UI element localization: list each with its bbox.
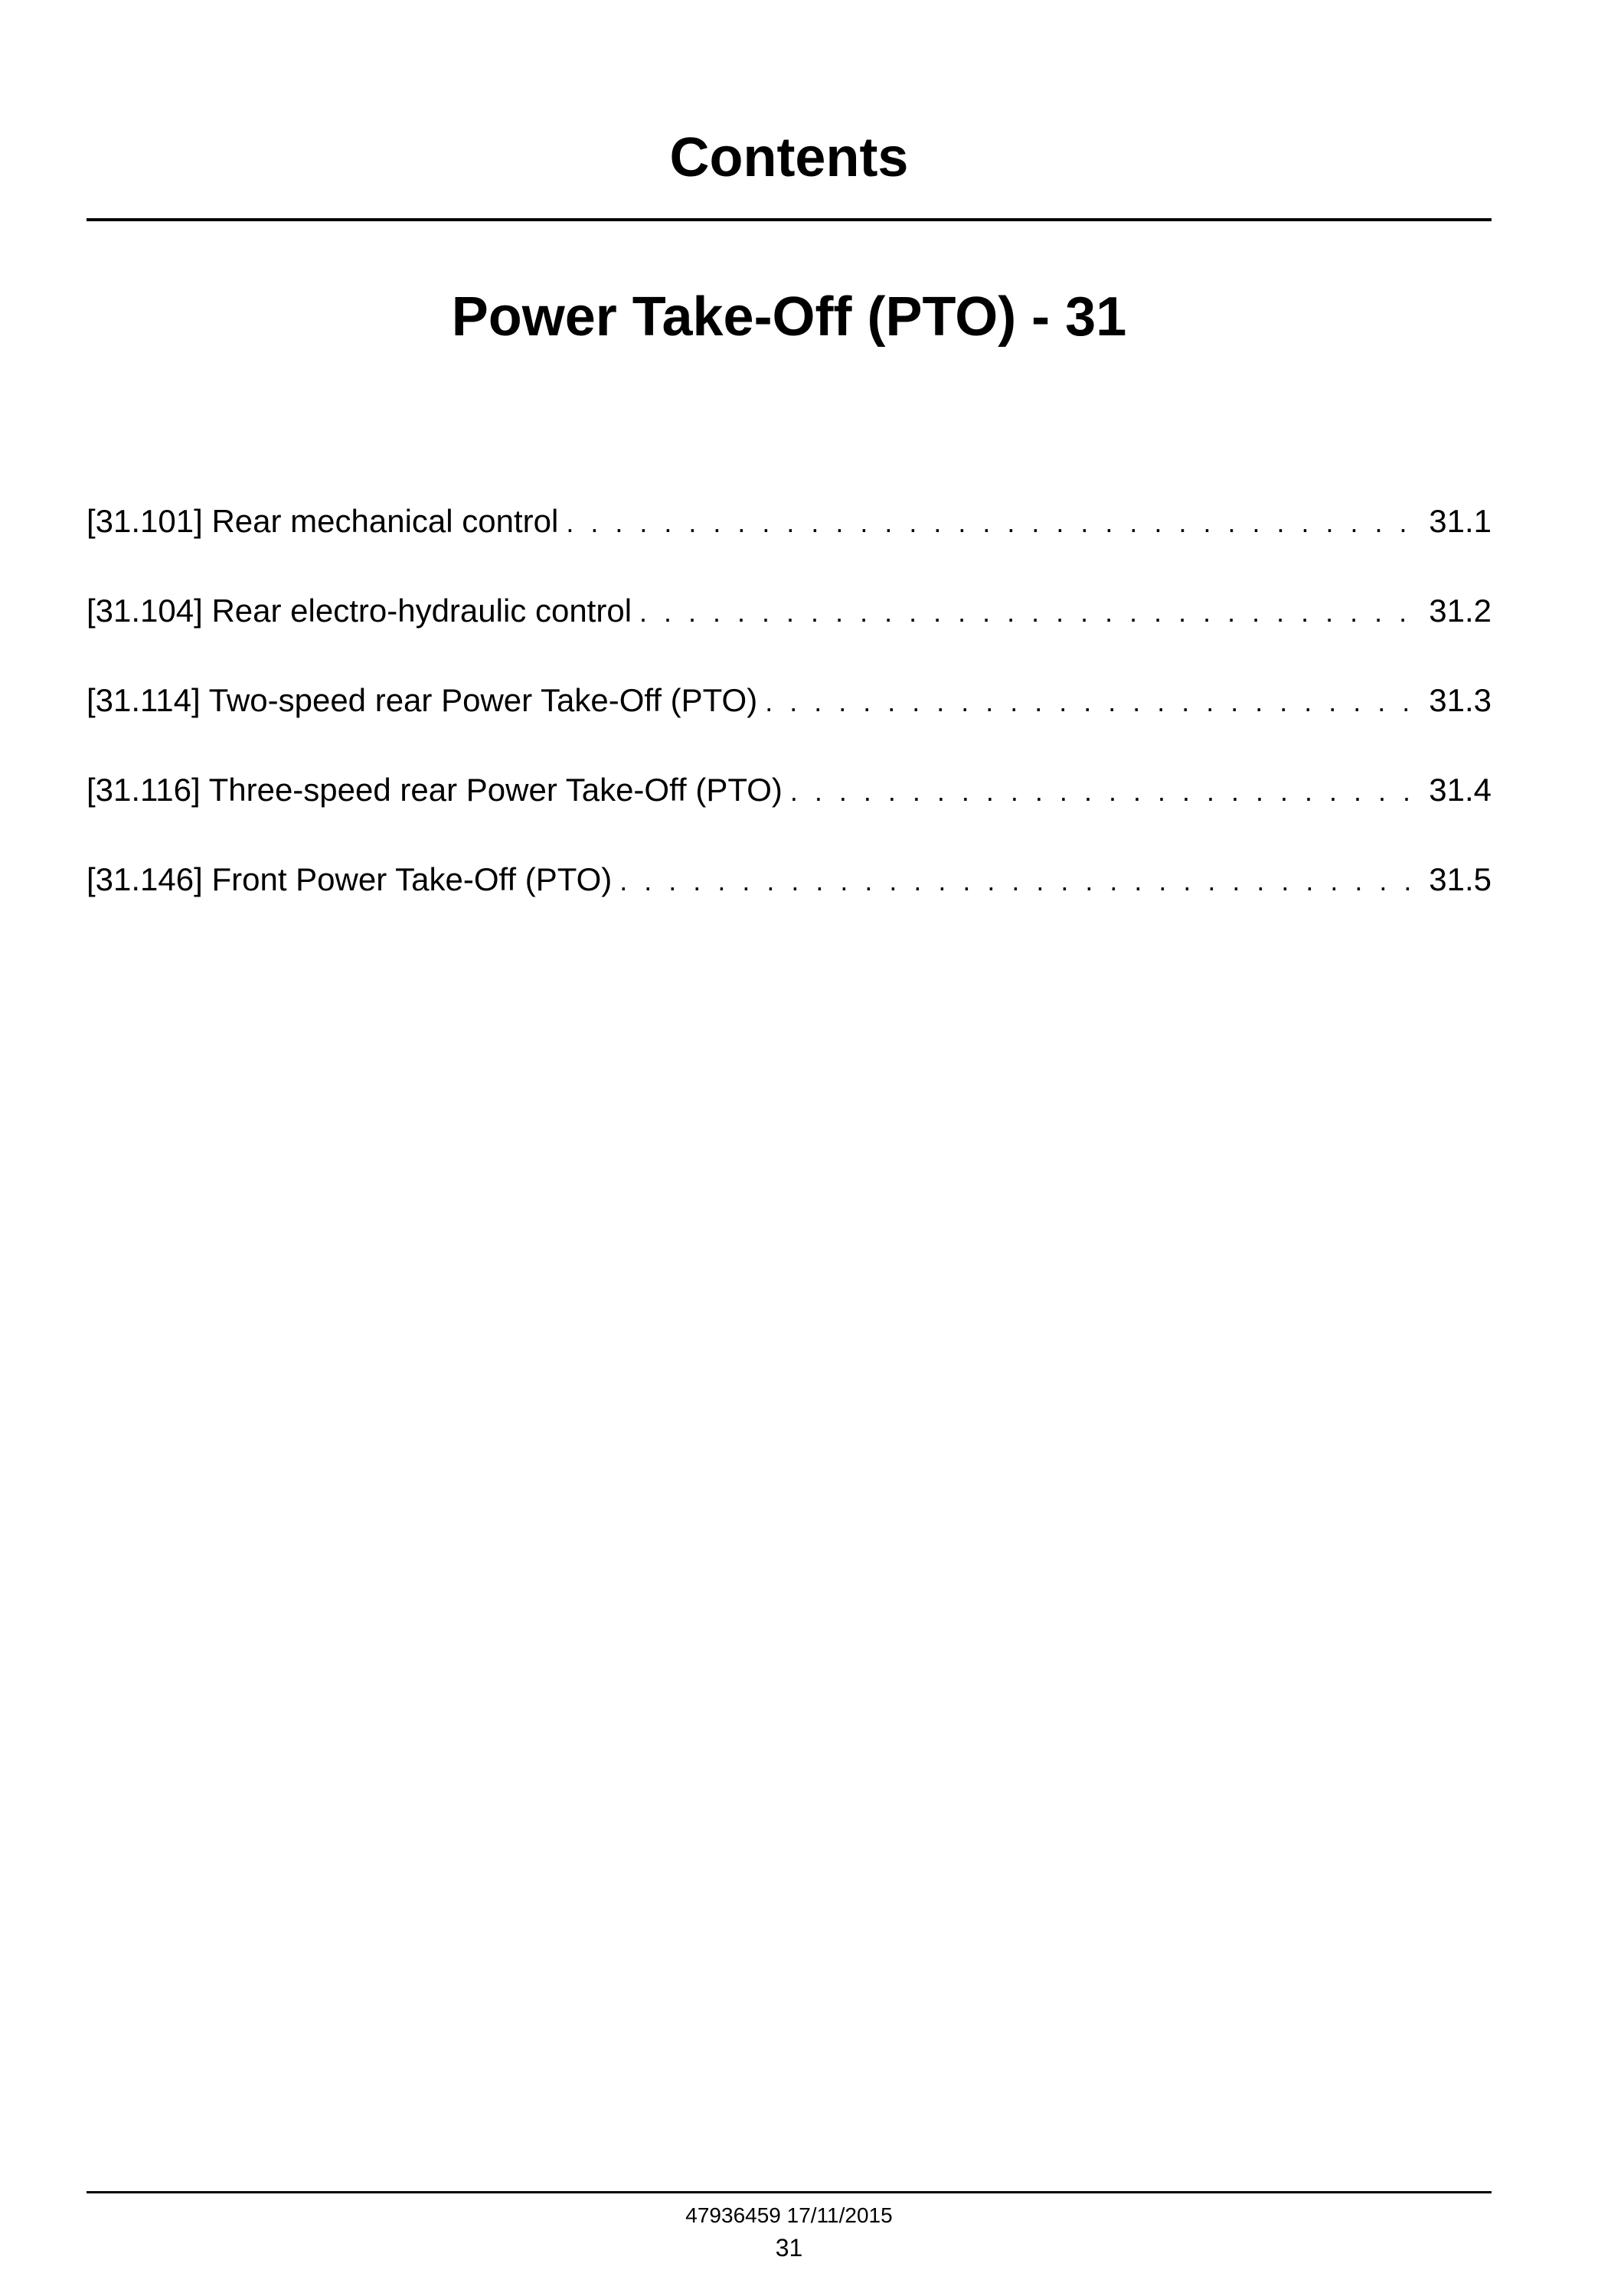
toc-dot-leader xyxy=(790,778,1418,805)
table-of-contents xyxy=(87,505,1492,953)
toc-dot-leader xyxy=(765,688,1418,716)
toc-entry-label: [31.146] Front Power Take-Off (PTO) xyxy=(87,861,613,897)
section-title: Power Take-Off (PTO) - 31 xyxy=(451,286,1127,348)
toc-entry-31-114[interactable] xyxy=(87,684,1492,774)
toc-entry-31-104[interactable] xyxy=(87,595,1492,684)
toc-entry-label: [31.101] Rear mechanical control xyxy=(87,503,559,539)
toc-dot-leader xyxy=(619,867,1418,895)
toc-entry-page: 31.4 xyxy=(1429,772,1492,808)
toc-entry-label: [31.116] Three-speed rear Power Take-Off (PTO) xyxy=(87,772,783,808)
page-footer xyxy=(87,2205,1492,2260)
page-header xyxy=(87,127,1492,188)
toc-entry-31-146[interactable] xyxy=(87,861,1492,953)
toc-entry-31-116[interactable] xyxy=(87,774,1492,864)
toc-entry-31-101[interactable] xyxy=(87,505,1492,595)
page-title: Contents xyxy=(669,127,909,188)
header-divider xyxy=(87,218,1492,221)
toc-entry-page: 31.2 xyxy=(1429,593,1492,629)
toc-entry-page: 31.1 xyxy=(1429,503,1492,539)
footer-divider xyxy=(87,2191,1492,2193)
page-number: 31 xyxy=(775,2234,803,2262)
toc-dot-leader xyxy=(639,599,1418,626)
document-reference: 47936459 17/11/2015 xyxy=(685,2203,893,2227)
toc-entry-page: 31.3 xyxy=(1429,682,1492,718)
toc-entry-page: 31.5 xyxy=(1429,861,1492,897)
toc-entry-label: [31.104] Rear electro-hydraulic control xyxy=(87,593,632,629)
toc-dot-leader xyxy=(566,509,1418,537)
toc-entry-label: [31.114] Two-speed rear Power Take-Off (PTO) xyxy=(87,682,758,718)
